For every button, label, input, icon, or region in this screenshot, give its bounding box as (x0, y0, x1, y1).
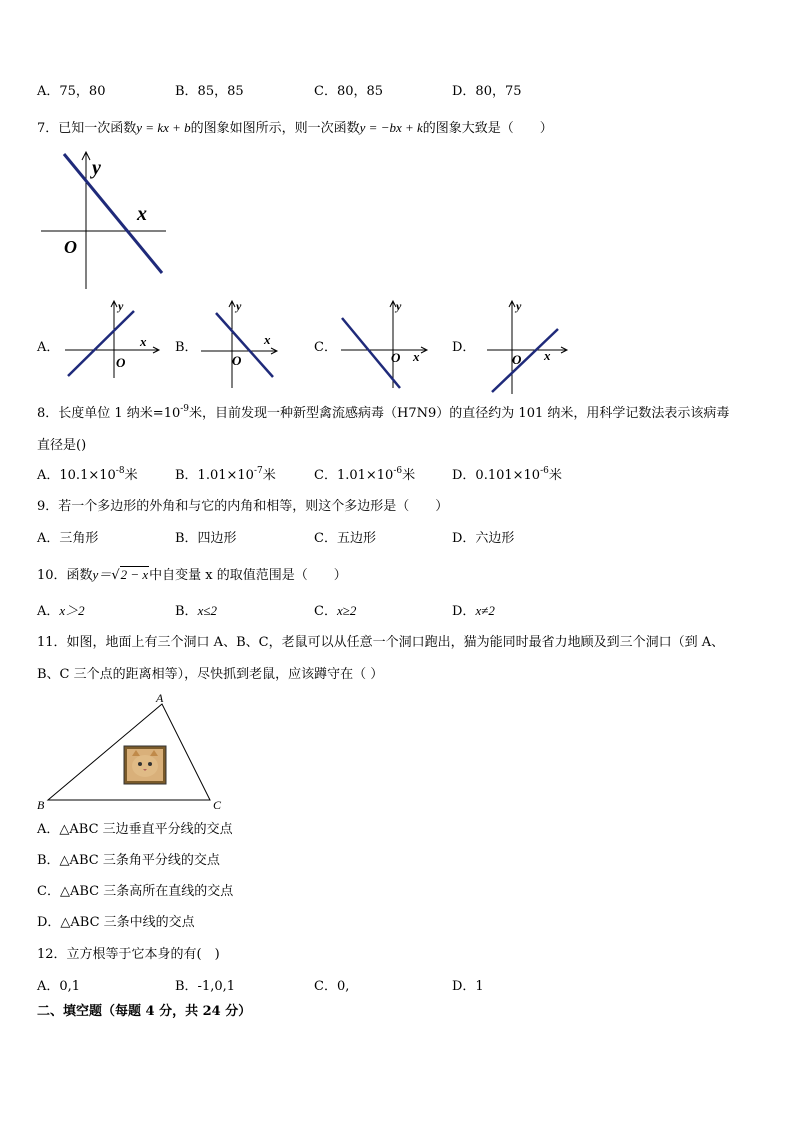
q10-stem: 10．函数y＝√2 − x中自变量 x 的取值范围是（ ） (37, 567, 347, 583)
q12-option-a: A．0,1 (37, 979, 81, 994)
svg-text:O: O (232, 353, 242, 368)
q10-option-a: A．x＞2 (37, 603, 85, 619)
q7-option-d-label: D． (452, 340, 476, 355)
svg-text:y: y (118, 299, 124, 313)
q6-option-a: A．75，80 (37, 84, 106, 99)
q8-option-d: D．$0.101\times 10^{-6}$米 (452, 466, 562, 483)
q8-option-c: C．$1.01\times 10^{-6}$米 (314, 466, 416, 483)
q8-option-b: B．$1.01\times 10^{-7}$米 (175, 466, 276, 483)
q7-stem: 7．已知一次函数y = kx + b的图象如图所示，则一次函数y = −bx + k的图象大致是（ ） (37, 120, 553, 136)
q7-option-c-graph (338, 298, 430, 390)
q9-option-c: C．五边形 (314, 531, 376, 546)
q7-option-a-graph (62, 298, 162, 380)
q10-option-b: B．x≤2 (175, 603, 217, 619)
q7-main-graph (38, 148, 170, 290)
q9-option-a: A．三角形 (37, 531, 99, 546)
q12-option-b: B．-1,0,1 (175, 979, 236, 994)
svg-text:O: O (116, 355, 126, 370)
q7-option-c-label: C． (314, 340, 337, 355)
section-2-heading: 二、填空题（每题 4 分，共 24 分） (37, 1004, 252, 1019)
q8-stem-line2: 直径是() (37, 438, 87, 453)
svg-text:O: O (391, 350, 401, 365)
q9-option-b: B．四边形 (175, 531, 237, 546)
q11-option-d: D．△ABC 三条中线的交点 (37, 915, 195, 930)
svg-text:x: x (413, 349, 420, 364)
svg-text:x: x (264, 332, 271, 347)
q7-main-x-label: x (137, 203, 147, 225)
svg-text:O: O (512, 352, 522, 367)
q6-option-d: D．80，75 (452, 84, 522, 99)
q11-stem-line2: B、C 三个点的距离相等），尽快抓到老鼠，应该蹲守在（ ） (37, 667, 384, 682)
q8-option-a: A．$10.1\times 10^{-8}$米 (37, 466, 138, 483)
q12-option-d: D．1 (452, 979, 484, 994)
q11-stem-line1: 11．如图，地面上有三个洞口 A、B、C，老鼠可以从任意一个洞口跑出，猫为能同时最省力地顾及到三个洞口（到 A、 (37, 635, 725, 650)
q7-option-b-graph (198, 298, 280, 390)
q6-option-c: C．80，85 (314, 84, 384, 99)
svg-text:x: x (140, 334, 147, 349)
q11-triangle-figure (34, 690, 234, 812)
q7-main-origin: O (64, 237, 77, 257)
q11-option-c: C．△ABC 三条高所在直线的交点 (37, 884, 234, 899)
svg-text:x: x (544, 348, 551, 363)
svg-text:y: y (396, 299, 402, 313)
q12-option-c: C．0, (314, 979, 350, 994)
q7-main-y-label: y (92, 157, 101, 179)
q11-option-b: B．△ABC 三条角平分线的交点 (37, 853, 220, 868)
q7-option-a-label: A． (37, 340, 60, 355)
q8-stem-line1: 8．长度单位 1 纳米$=10^{-9}$米，目前发现一种新型禽流感病毒（H7N9）的直径约为 101 纳米，用科学记数法表示该病毒 (37, 404, 730, 421)
q10-option-d: D．x≠2 (452, 603, 495, 619)
vertex-c-label: C (213, 798, 222, 812)
q9-option-d: D．六边形 (452, 531, 515, 546)
q9-stem: 9．若一个多边形的外角和与它的内角和相等，则这个多边形是（ ） (37, 499, 449, 514)
q12-stem: 12．立方根等于它本身的有( ) (37, 947, 220, 962)
svg-text:y: y (516, 299, 522, 313)
q11-option-a: A．△ABC 三边垂直平分线的交点 (37, 822, 233, 837)
q10-option-c: C．x≥2 (314, 603, 357, 619)
vertex-b-label: B (37, 798, 45, 812)
q6-option-b: B．85，85 (175, 84, 244, 99)
q7-option-b-label: B． (175, 340, 198, 355)
svg-text:y: y (236, 299, 242, 313)
vertex-a-label: A (156, 691, 164, 705)
cat-image (124, 746, 166, 784)
q7-option-d-graph (484, 298, 570, 396)
